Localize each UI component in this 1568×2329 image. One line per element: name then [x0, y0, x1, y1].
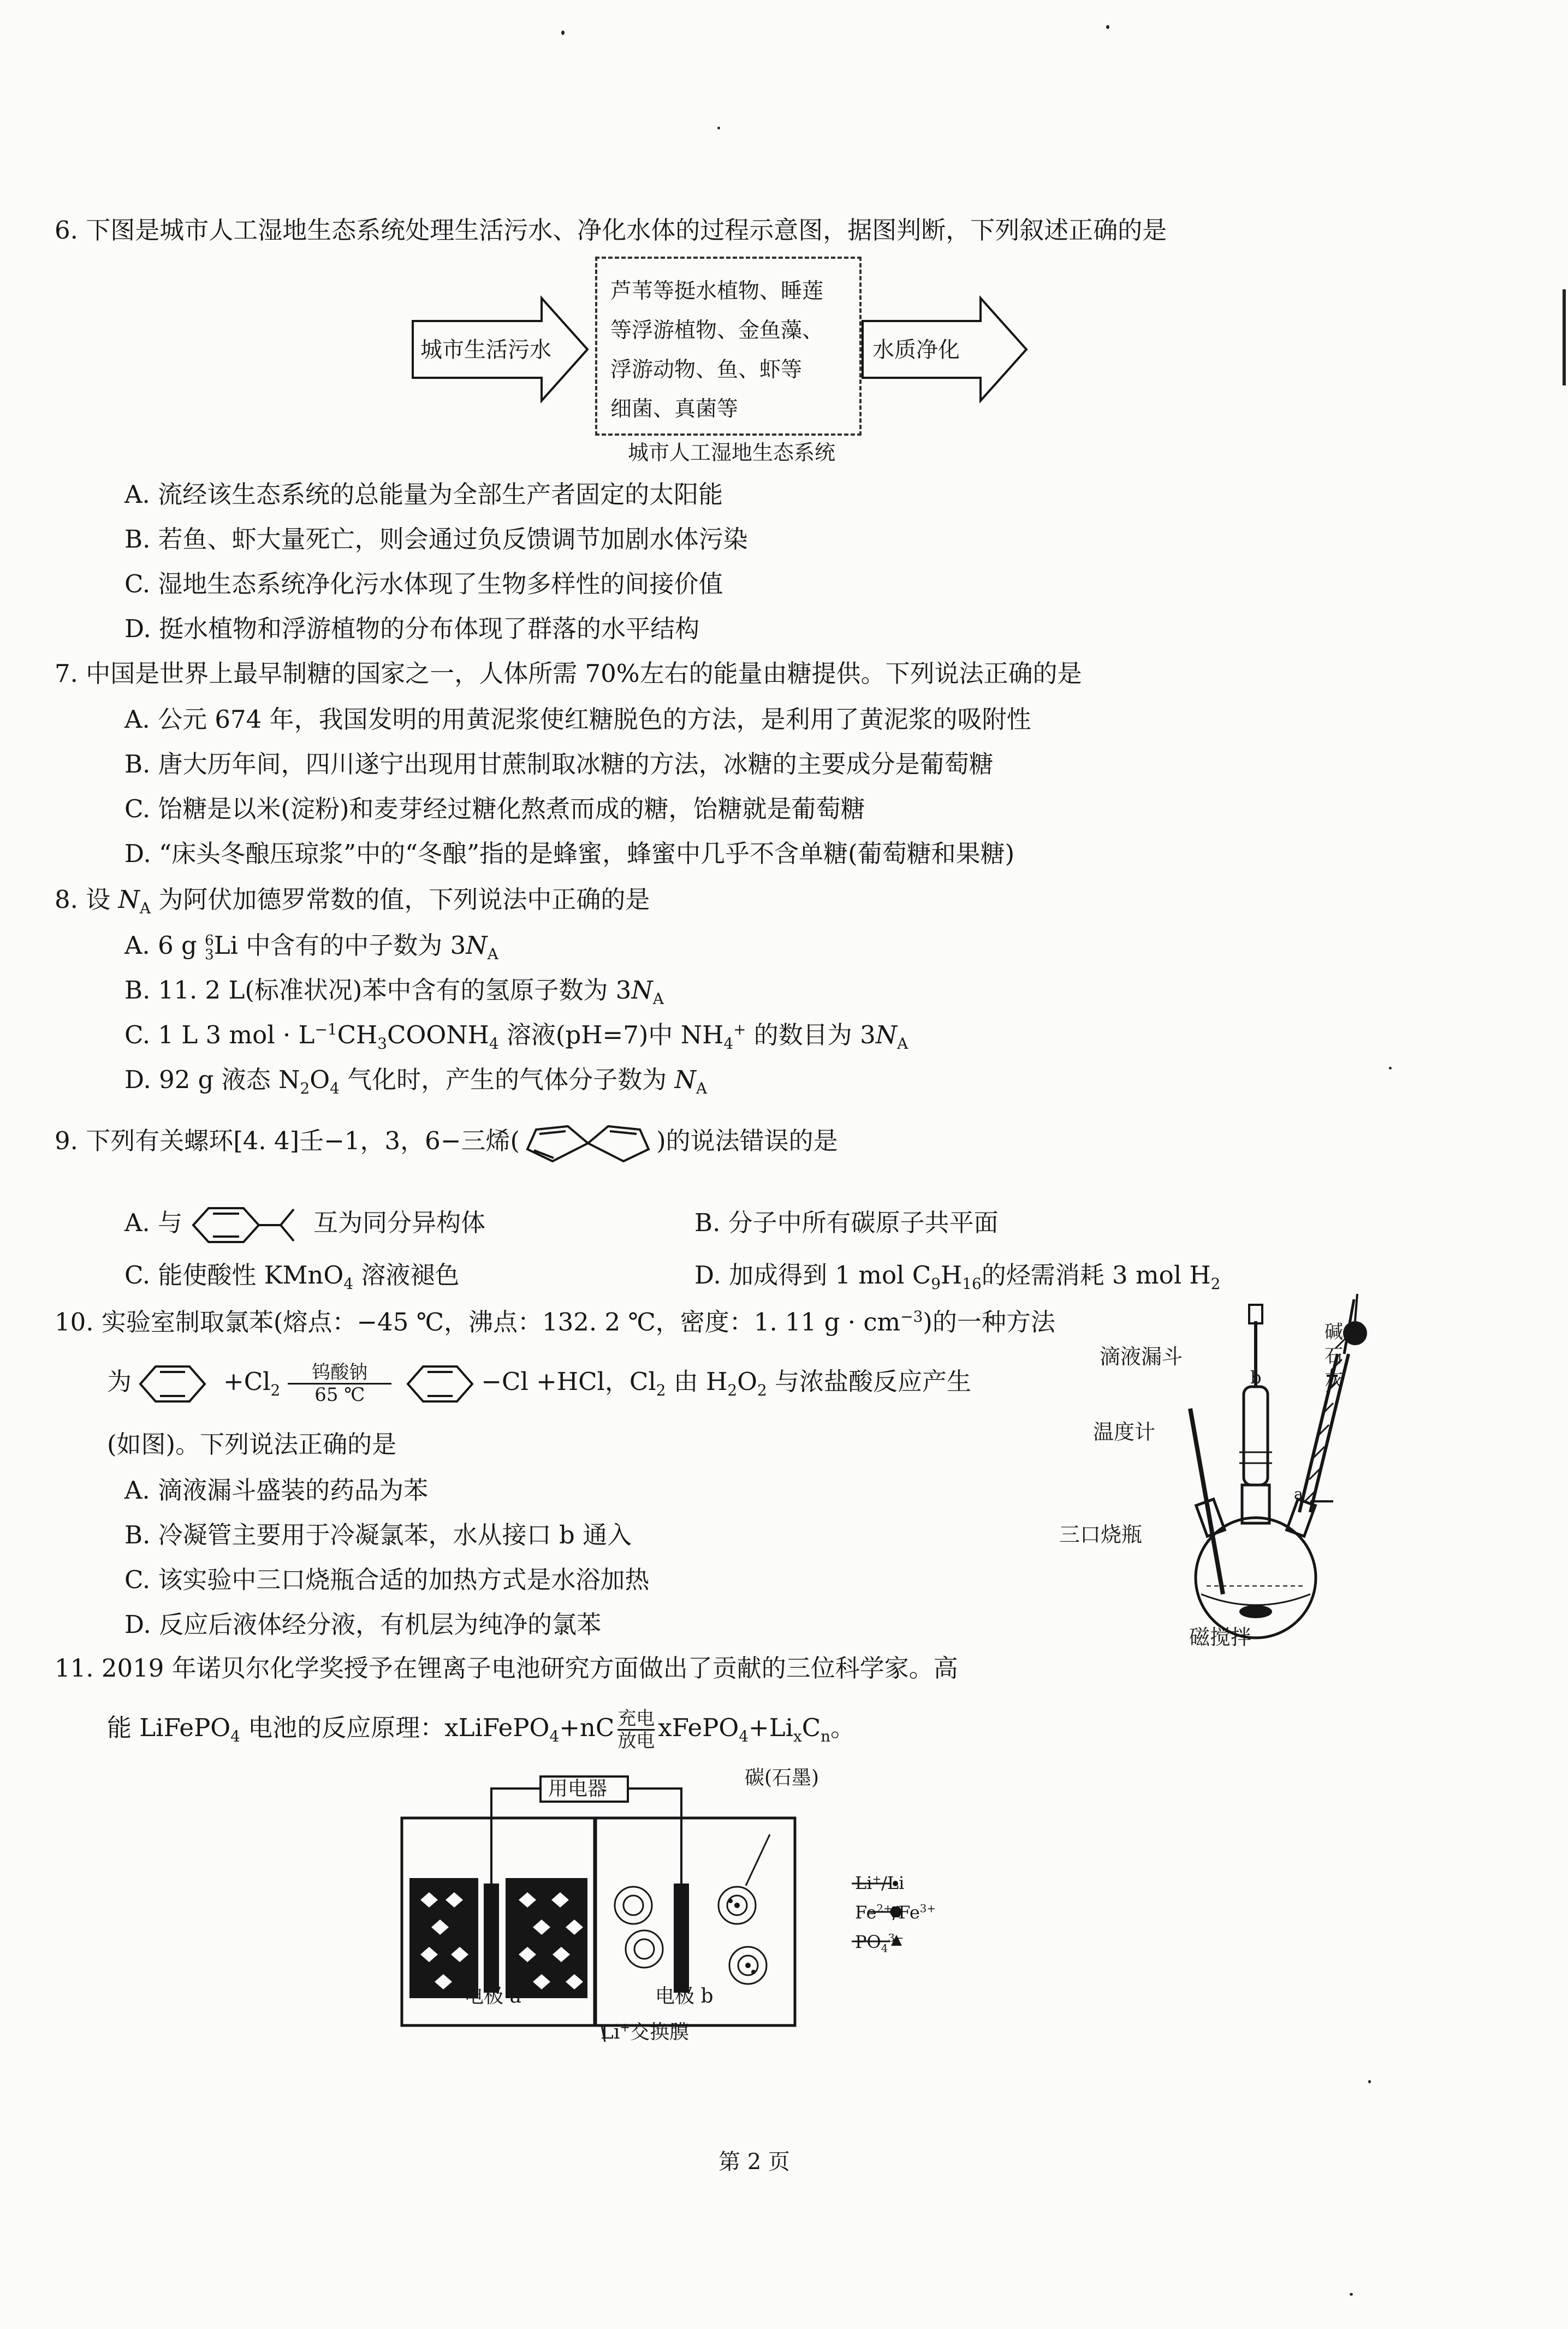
thermometer-label: 温度计	[1093, 1420, 1156, 1444]
reaction-conditions: $\frac{\text{钨酸钠}}{65 ℃}$	[288, 1362, 391, 1405]
scan-speck	[1368, 2080, 1371, 2083]
ecosystem-line-3: 浮游动物、鱼、虾等	[610, 358, 803, 382]
q10-stem-1: 10. 实验室制取氯苯(熔点：−45 ℃，沸点：132. 2 ℃，密度：1. 11 $g \cdot cm^{-3}$)的一种方法	[55, 1308, 1055, 1336]
q8-option-b: B. 11. 2 L(标准状况)苯中含有的氢原子数为 $3N_A$	[124, 976, 664, 1008]
q7-option-a: A. 公元 674 年，我国发明的用黄泥浆使红糖脱色的方法，是利用了黄泥浆的吸附性	[124, 705, 1031, 734]
port-a-label: a	[1294, 1485, 1303, 1503]
q10-option-d: D. 反应后液体经分液，有机层为纯净的氯苯	[124, 1610, 602, 1639]
scan-speck	[1106, 25, 1109, 29]
q10-equation: 为 $+Cl_2$ $\frac{\text{钨酸钠}}{65 ℃}$ −Cl +HCl，$Cl_2$ 由 $H_2O_2$ 与浓盐酸反应产生	[107, 1362, 972, 1406]
ecosystem-line-2: 等浮游植物、金鱼藻、	[610, 318, 824, 343]
q10-option-b: B. 冷凝管主要用于冷凝氯苯，水从接口 b 通入	[124, 1520, 632, 1549]
q10-stem-3: (如图)。下列说法正确的是	[107, 1430, 397, 1459]
stir-label: 磁搅拌	[1189, 1625, 1252, 1649]
apparatus-drawing	[1136, 1288, 1398, 1649]
lime-label-3: 灰	[1325, 1369, 1343, 1391]
input-label: 城市生活污水	[420, 337, 551, 363]
q8-option-a: A. 6 g 6 3 Li 中含有的中子数为 $3N_A$	[124, 931, 498, 963]
q6-stem: 6. 下图是城市人工湿地生态系统处理生活污水、净化水体的过程示意图，据图判断，下列叙述正确的是	[55, 216, 1167, 245]
scan-speck	[717, 127, 720, 129]
q11-stem-2: 能 LiFePO$_4$ 电池的反应原理：xLiFePO$_4$+nC $\frac{\text{充电}}{\text{放电}}$ $xFePO_4+Li_xC_n$。	[107, 1708, 856, 1752]
q8-stem: 8. 设 $N_A$ 为阿伏加德罗常数的值，下列说法中正确的是	[55, 885, 650, 917]
load-label: 用电器	[548, 1778, 608, 1800]
q9-option-a: A. 与 互为同分异构体	[124, 1201, 485, 1245]
q8-option-c: C. 1 L 3 mol · $L^{-1}CH_3COONH_4$ 溶液(pH=7)中 $NH_4^+$ 的数目为 $3N_A$	[124, 1020, 908, 1053]
output-label: 水质净化	[872, 337, 960, 363]
q10-option-a: A. 滴液漏斗盛装的药品为苯	[124, 1476, 429, 1505]
q6-option-c: C. 湿地生态系统净化污水体现了生物多样性的间接价值	[124, 569, 723, 598]
chlorobenzene-ring-icon	[399, 1362, 481, 1406]
q7-option-b: B. 唐大历年间，四川遂宁出现用甘蔗制取冰糖的方法，冰糖的主要成分是葡萄糖	[124, 750, 994, 779]
flask-label: 三口烧瓶	[1059, 1523, 1143, 1547]
q9-option-b: B. 分子中所有碳原子共平面	[694, 1208, 999, 1237]
diagram-caption: 城市人工湿地生态系统	[628, 441, 836, 465]
q7-option-d: D. “床头冬酿压琼浆”中的“冬酿”指的是蜂蜜，蜂蜜中几乎不含单糖(葡萄糖和果糖)	[124, 839, 1015, 868]
scan-edge-mark	[1563, 289, 1566, 385]
spiro-structure-icon	[520, 1122, 656, 1164]
ecosystem-line-1: 芦苇等挺水植物、睡莲	[610, 279, 824, 304]
membrane-label: Li+交换膜	[601, 2021, 690, 2043]
q6-option-d: D. 挺水植物和浮游植物的分布体现了群落的水平结构	[124, 614, 700, 643]
page-number: 第 2 页	[718, 2149, 790, 2174]
electrode-b-label: 电极 b	[655, 1985, 714, 2007]
scan-speck	[1350, 2293, 1353, 2296]
graphite-label: 碳(石墨)	[745, 1767, 819, 1789]
q9-option-c: C. 能使酸性 KMnO$_4$ 溶液褪色	[124, 1261, 460, 1293]
legend-po4: $PO_4^{3-}$	[855, 1932, 904, 1955]
q11-stem-1: 11. 2019 年诺贝尔化学奖授予在锂离子电池研究方面做出了贡献的三位科学家。高	[55, 1654, 958, 1683]
q8-option-d: D. 92 g 液态 $N_2O_4$ 气化时，产生的气体分子数为 $N_A$	[124, 1065, 707, 1097]
lime-label-2: 石	[1325, 1345, 1343, 1367]
scan-speck	[561, 31, 565, 35]
benzene-icon	[132, 1362, 213, 1406]
q6-option-b: B. 若鱼、虾大量死亡，则会通过负反馈调节加剧水体污染	[124, 525, 748, 554]
q9-stem: 9. 下列有关螺环[4. 4]壬−1，3，6−三烯( )的说法错误的是	[55, 1119, 838, 1163]
isomer-structure-icon	[182, 1204, 313, 1246]
q7-option-c: C. 饴糖是以米(淀粉)和麦芽经过糖化熬煮而成的糖，饴糖就是葡萄糖	[124, 794, 865, 823]
legend-fe: $Fe^{2+}/Fe^{3+}$	[855, 1902, 936, 1923]
port-b-label: b	[1250, 1367, 1262, 1388]
q10-option-c: C. 该实验中三口烧瓶合适的加热方式是水浴加热	[124, 1565, 650, 1594]
lime-label-1: 碱	[1325, 1321, 1343, 1343]
q7-stem: 7. 中国是世界上最早制糖的国家之一，人体所需 70%左右的能量由糖提供。下列说法正确的是	[55, 659, 1082, 688]
scan-speck	[1389, 1067, 1392, 1070]
electrode-a-label: 电极 a	[464, 1985, 521, 2007]
ecosystem-line-4: 细菌、真菌等	[610, 397, 739, 421]
q9-option-d: D. 加成得到 1 mol $C_9H_{16}$的烃需消耗 3 mol $H_2$	[694, 1261, 1221, 1293]
funnel-label: 滴液漏斗	[1100, 1345, 1183, 1369]
q6-option-a: A. 流经该生态系统的总能量为全部生产者固定的太阳能	[124, 480, 723, 509]
legend-li: Li+/Li	[855, 1873, 905, 1893]
charge-discharge-arrow: $\frac{\text{充电}}{\text{放电}}$	[617, 1708, 655, 1752]
